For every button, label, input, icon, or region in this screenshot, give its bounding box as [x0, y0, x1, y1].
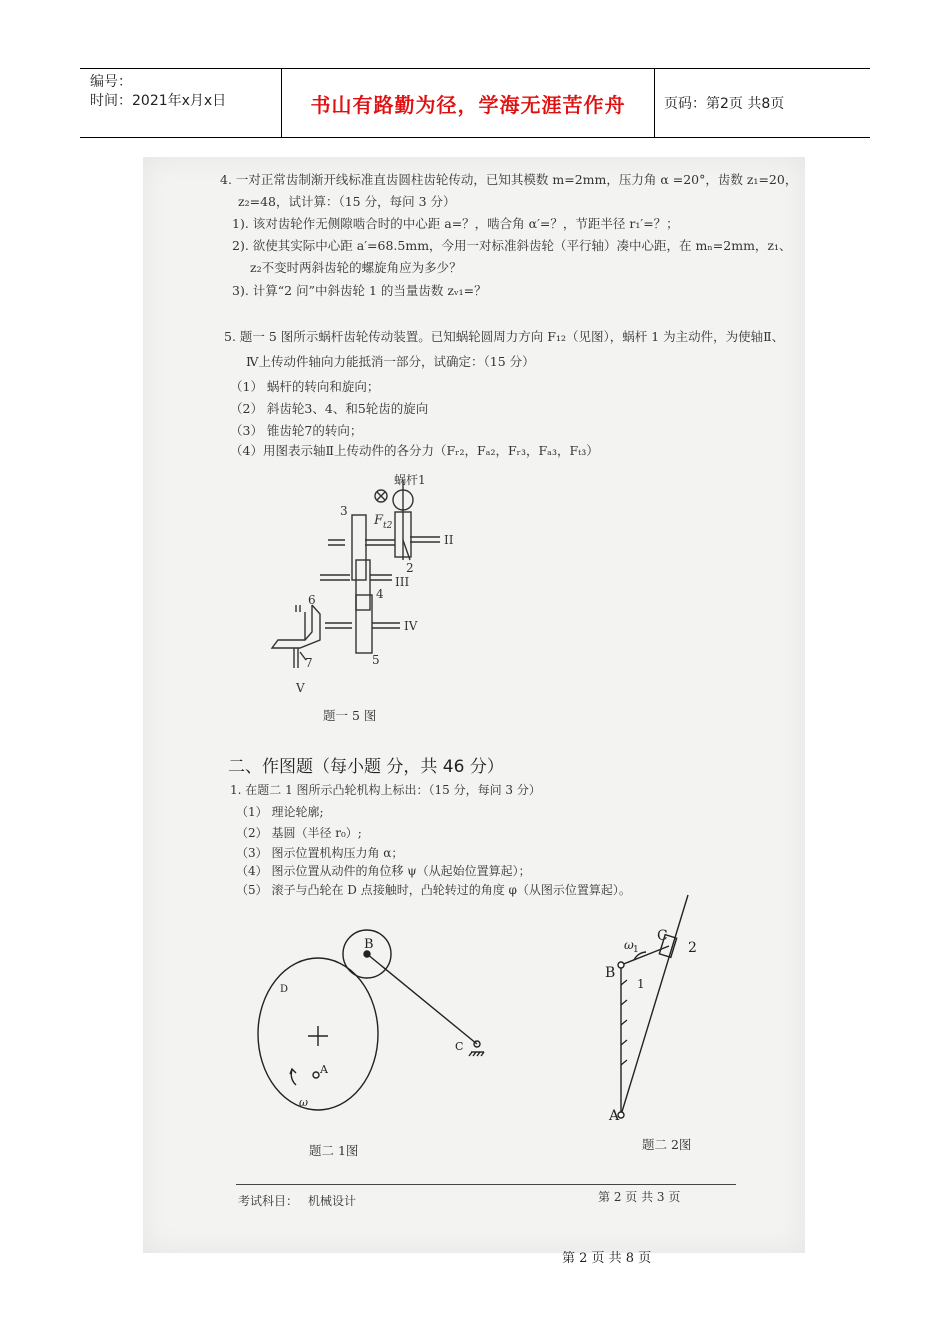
linkage-point-a: A — [609, 1108, 620, 1124]
scan-page-number: 第 2 页 共 3 页 — [598, 1190, 681, 1204]
linkage-omega: ω — [624, 938, 634, 952]
link-1-label: 1 — [637, 977, 645, 991]
q4-item2b: z₂不变时两斜齿轮的螺旋角应为多少？ — [250, 260, 462, 275]
shaft-5-label: V — [296, 681, 305, 695]
q4-item2a: 2). 欲使其实际中心距 a′=68.5mm，今用一对标准斜齿轮（平行轴）凑中心距，在 mₙ=2mm，z₁、 — [232, 238, 792, 253]
sec2-q1: 1. 在题二 1 图所示凸轮机构上标出：（15 分，每问 3 分） — [230, 783, 541, 797]
q5-item3: （3） 锥齿轮7的转向； — [230, 423, 363, 438]
gear-6-label: 6 — [308, 593, 316, 607]
sec2-item4: （4） 图示位置从动件的角位移 ψ（从起始位置算起）； — [236, 864, 531, 878]
sec2-item3: （3） 图示位置机构压力角 α； — [236, 846, 404, 860]
linkage-omega-subscript: 1 — [633, 945, 639, 955]
exam-subject: 机械设计 — [308, 1194, 357, 1208]
q5-item1: （1） 蜗杆的转向和旋向； — [230, 379, 380, 394]
header-slogan: 书山有路勤为径，学海无涯苦作舟 — [282, 69, 655, 137]
gear-4-label: 4 — [376, 587, 384, 601]
gear-3-label: 3 — [340, 504, 348, 518]
q5-item4: （4）用图表示轴Ⅱ上传动件的各分力（Fᵣ₂，Fₐ₂，Fᵣ₃，Fₐ₃，Fₜ₃） — [230, 443, 599, 458]
link-2-label: 2 — [688, 940, 697, 956]
header-page-number: 页码：第2页 共8页 — [664, 96, 785, 112]
worm-label: 蜗杆1 — [394, 473, 426, 487]
q4-item1: 1). 该对齿轮作无侧隙啮合时的中心距 a=？，啮合角 α′=？，节距半径 r₁′=？； — [232, 216, 679, 231]
force-label: F — [374, 513, 384, 528]
q4-item3: 3). 计算“2 问”中斜齿轮 1 的当量齿数 zᵥ₁=？ — [232, 283, 487, 298]
gear-5-label: 5 — [372, 653, 380, 667]
q4-line1: 4. 一对正常齿制渐开线标准直齿圆柱齿轮传动，已知其模数 m=2mm，压力角 α =20°，齿数 z₁=20， — [220, 172, 798, 187]
cam-point-d: D — [280, 984, 289, 995]
scan-footer-divider — [236, 1184, 736, 1185]
force-subscript: t2 — [383, 521, 393, 531]
section-2-title: 二、作图题（每小题 分，共 46 分） — [228, 757, 504, 777]
shaft-3-label: III — [395, 575, 410, 589]
figure-1-5-caption: 题一 5 图 — [323, 708, 377, 723]
figure-2-2-caption: 题二 2图 — [642, 1137, 692, 1152]
q5-line2: Ⅳ上传动件轴向力能抵消一部分，试确定：（15 分） — [246, 354, 535, 369]
gear-7-label: 7 — [305, 656, 313, 670]
serial-number-label: 编号： — [90, 74, 132, 90]
shaft-2-label: II — [444, 533, 454, 547]
linkage-point-c: C — [657, 928, 668, 944]
q5-line1: 5. 题一 5 图所示蜗杆齿轮传动装置。已知蜗轮圆周力方向 F₁₂（见图），蜗杆 1 为主动件，为使轴Ⅱ、 — [224, 329, 785, 344]
cam-point-a: A — [320, 1063, 328, 1076]
sec2-item1: （1） 理论轮廓; — [236, 805, 324, 819]
gear-2-label: 2 — [406, 561, 414, 575]
shaft-4-label: IV — [404, 619, 418, 633]
q4-line2: z₂=48，试计算：（15 分，每问 3 分） — [238, 194, 456, 209]
q5-item2: （2） 斜齿轮3、4、和5轮齿的旋向 — [230, 401, 429, 416]
cam-point-b: B — [364, 937, 374, 952]
cam-omega: ω — [299, 1096, 308, 1109]
exam-subject-label: 考试科目： — [238, 1194, 299, 1208]
document-page-number: 第 2 页 共 8 页 — [562, 1251, 652, 1266]
sec2-item5: （5） 滚子与凸轮在 D 点接触时，凸轮转过的角度 φ（从图示位置算起）。 — [236, 883, 631, 897]
linkage-point-b: B — [605, 965, 616, 981]
cam-point-c: C — [455, 1040, 464, 1053]
sec2-item2: （2） 基圆（半径 r₀）; — [236, 826, 362, 840]
date-label: 时间：2021年x月x日 — [90, 93, 227, 109]
figure-2-1-caption: 题二 1图 — [309, 1143, 359, 1158]
